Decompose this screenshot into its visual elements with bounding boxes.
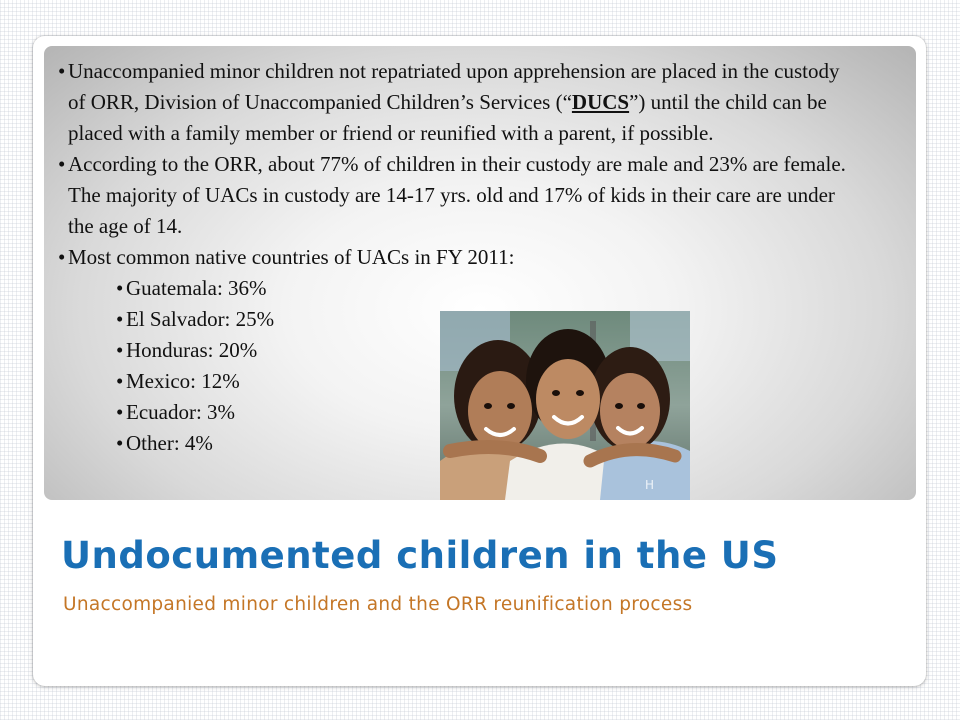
slide-subtitle: Unaccompanied minor children and the ORR reunification process — [63, 594, 693, 615]
country-label: Ecuador: 3% — [126, 400, 236, 424]
bullet-marker: • — [116, 338, 124, 362]
country-label: Mexico: 12% — [126, 369, 240, 393]
bullet-marker: • — [116, 307, 124, 331]
bullet-ducs-text-before: Unaccompanied minor children not repatriated upon apprehension are placed in the custody of ORR, Division of Unaccompanied Children’s Services (“ — [68, 59, 840, 114]
country-label: Other: 4% — [126, 431, 213, 455]
bullet-marker: • — [58, 59, 66, 83]
bullet-marker: • — [58, 152, 66, 176]
children-photo — [440, 311, 690, 500]
bullet-countries-heading-text: Most common native countries of UACs in FY 2011: — [68, 245, 515, 269]
bullet-gender-age-text: According to the ORR, about 77% of children in their custody are male and 23% are female. The majority of UACs in custody are 14-17 yrs. old and 17% of kids in their care are under the age of 14. — [68, 152, 846, 238]
bullet-ducs-custody — [58, 56, 858, 149]
country-label: Honduras: 20% — [126, 338, 258, 362]
country-label: El Salvador: 25% — [126, 307, 275, 331]
slide-title: Undocumented children in the US — [61, 534, 779, 577]
bullet-marker: • — [116, 369, 124, 393]
bullet-marker: • — [116, 431, 124, 455]
content-panel — [44, 46, 916, 500]
country-label: Guatemala: 36% — [126, 276, 267, 300]
svg-text:H: H — [645, 478, 655, 492]
bullet-marker: • — [116, 276, 124, 300]
bullet-gender-age — [58, 149, 858, 242]
bullet-marker: • — [58, 245, 66, 269]
bullet-countries-heading — [58, 242, 858, 273]
children-photo-illustration — [440, 311, 690, 500]
bullet-marker: • — [116, 400, 124, 424]
bullet-ducs-text-after: ”) until the child can be placed with a family member or friend or reunified with a parent, if possible. — [68, 90, 827, 145]
country-item-guatemala — [58, 273, 858, 304]
ducs-acronym: DUCS — [571, 90, 630, 114]
